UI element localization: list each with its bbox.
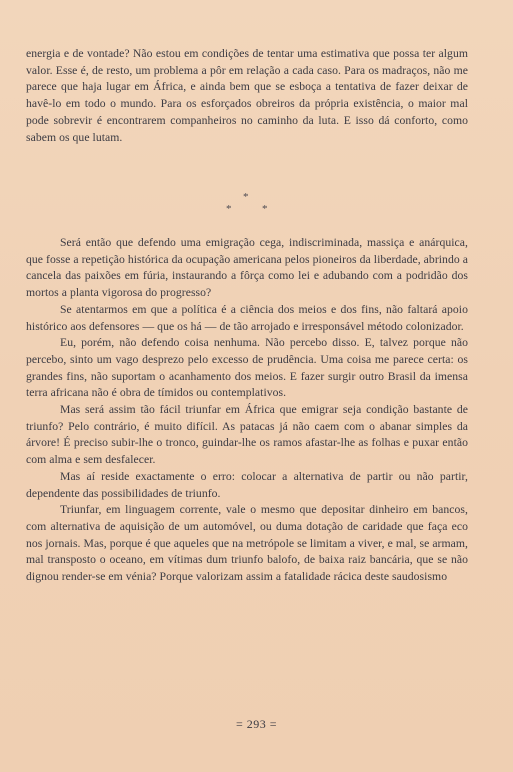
paragraph: Eu, porém, não defendo coisa nenhuma. Não percebo disso. E, talvez porque não percebo, sinto um vago desprezo pelo excesso de prudência. Uma coisa me parece certa: os grandes fins, não suportam o acanhamento dos meios. E fazer surgir outro Brasil da imensa terra africana não é obra de tímidos ou contemplativos. (26, 336, 468, 400)
paragraph: Triunfar, em linguagem corrente, vale o mesmo que depositar dinheiro em bancos, com alternativa de aquisição de um automóvel, ou duma dotação de caridade que faça eco nos jornais. Mas, porque é que aqueles que na metrópole se limitam a viver, e mal, se armam, mal transposto o oceano, em vítimas dum triunfo balofo, de baixa raiz bancária, que se não dignou render-se em vénia? Porque valorizam assim a fatalidade rácica deste saudosismo (26, 503, 468, 584)
paragraph-continuation: energia e de vontade? Não estou em condições de tentar uma estimativa que possa ter algum valor. Esse é, de resto, um problema a pôr em relação a cada caso. Para os madraços, não me parece que haja lugar em África, e ainda bem que se esboça a tentativa de fazer deixar de havê-lo em todo o mundo. Para os esforçados obreiros da própria existência, o maior mal pode sobrevir é encontrarem companheiros no caminho da luta. E isso dá conforto, como sabem os que lutam. (26, 47, 468, 144)
text-block-top (26, 46, 468, 146)
text-block-main (26, 235, 468, 586)
separator-asterisk-left: * (226, 203, 232, 215)
section-separator (0, 191, 513, 221)
page-number: = 293 = (235, 717, 278, 731)
separator-asterisk-right: * (262, 203, 268, 215)
paragraph: Mas será assim tão fácil triunfar em África que emigrar seja condição bastante de triunfo? Pelo contrário, é muito difícil. As patacas já não caem com o abanar simples da árvore! É preciso subir-lhe o tronco, guindar-lhe os ramos afastar-lhe as folhas e puxar então com alma e sem desfalecer. (26, 403, 468, 467)
paragraph: Se atentarmos em que a política é a ciência dos meios e dos fins, não faltará apoio histórico aos defensores — que os há — de tão arrojado e irresponsável método colonizador. (26, 302, 468, 333)
paragraph: Mas aí reside exactamente o erro: colocar a alternativa de partir ou não partir, dependente das possibilidades de triunfo. (26, 469, 468, 500)
separator-asterisk-top: * (243, 191, 249, 203)
paragraph: Será então que defendo uma emigração cega, indiscriminada, massiça e anárquica, que fosse a repetição histórica da ocupação americana pelos pioneiros da liberdade, abrindo a cancela das paixões em fúria, instaurando a fôrça como lei e adubando com a podridão dos mortos a planta vigorosa do progresso? (26, 236, 468, 300)
